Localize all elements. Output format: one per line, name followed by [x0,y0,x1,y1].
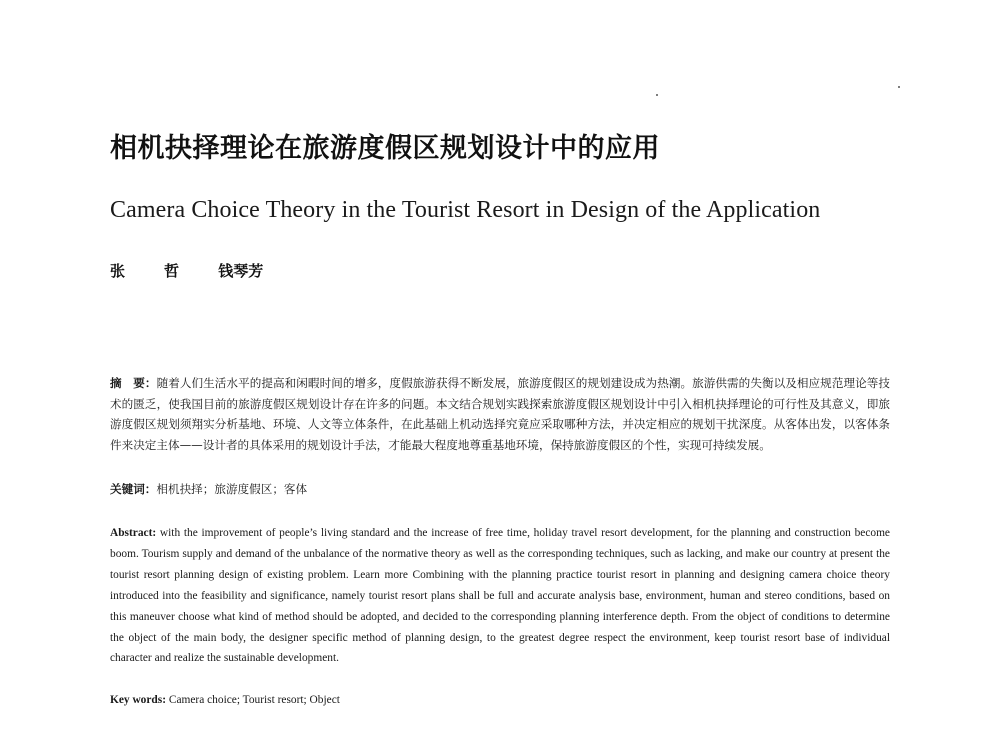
keywords-chinese-label: 关键词： [110,482,157,496]
scan-speck [898,86,900,88]
keywords-chinese [110,481,307,497]
authors [110,260,285,281]
keywords-chinese-text: 相机抉择；旅游度假区；客体 [156,482,308,496]
abstract-chinese [110,373,890,455]
abstract-chinese-label: 摘 要： [110,376,157,390]
keywords-english-label: Key words: [110,694,166,706]
author-1: 张 哲 [110,262,192,280]
title-english: Camera Choice Theory in the Tourist Resort in Design of the Application [110,197,821,223]
keywords-english [110,694,340,706]
abstract-chinese-text: 随着人们生活水平的提高和闲暇时间的增多，度假旅游获得不断发展，旅游度假区的规划建设成为热潮。旅游供需的失衡以及相应规范理论等技术的匮乏，使我国目前的旅游度假区规划设计存在许多的问题。本文结合规划实践探索旅游度假区规划设计中引入相机抉择理论的可行性及其意义，即旅游度假区规划须翔实分析基地、环境、人文等立体条件，在此基础上机动选择究竟应采取哪种方法，并决定相应的规划干扰深度。从客体出发，以客体条件来决定主体——设计者的具体采用的规划设计手法，才能最大程度地尊重基地环境，保持旅游度假区的个性，实现可持续发展。 [110,376,890,452]
scan-speck [656,94,658,96]
abstract-english-label: Abstract: [110,527,157,539]
keywords-english-text: Camera choice; Tourist resort; Object [168,694,340,706]
abstract-english-text: with the improvement of people’s living standard and the increase of free time, holiday travel resort development, for the planning and construction become boom. Tourism supply and demand of the unbalance of the normative theory as well as the corresponding techniques, such as lacking, and make our country at present the tourist resort planning design of existing problem. Learn more Combining with the planning practice tourist resort in planning and designing camera choice theory introduced into the feasibility and significance, namely tourist resort plans shall be full and accurate analysis base, environment, human and stereo conditions, based on this maneuver choose what kind of method should be adopted, and decided to the corresponding planning interference depth. From the object of conditions to determine the object of the main body, the designer specific method of planning design, to the greatest degree respect the environment, keep tourist resort base of individual character and realize the sustainable development. [110,527,890,665]
abstract-english [110,523,890,669]
author-2: 钱琴芳 [218,262,264,280]
title-chinese: 相机抉择理论在旅游度假区规划设计中的应用 [110,133,660,164]
